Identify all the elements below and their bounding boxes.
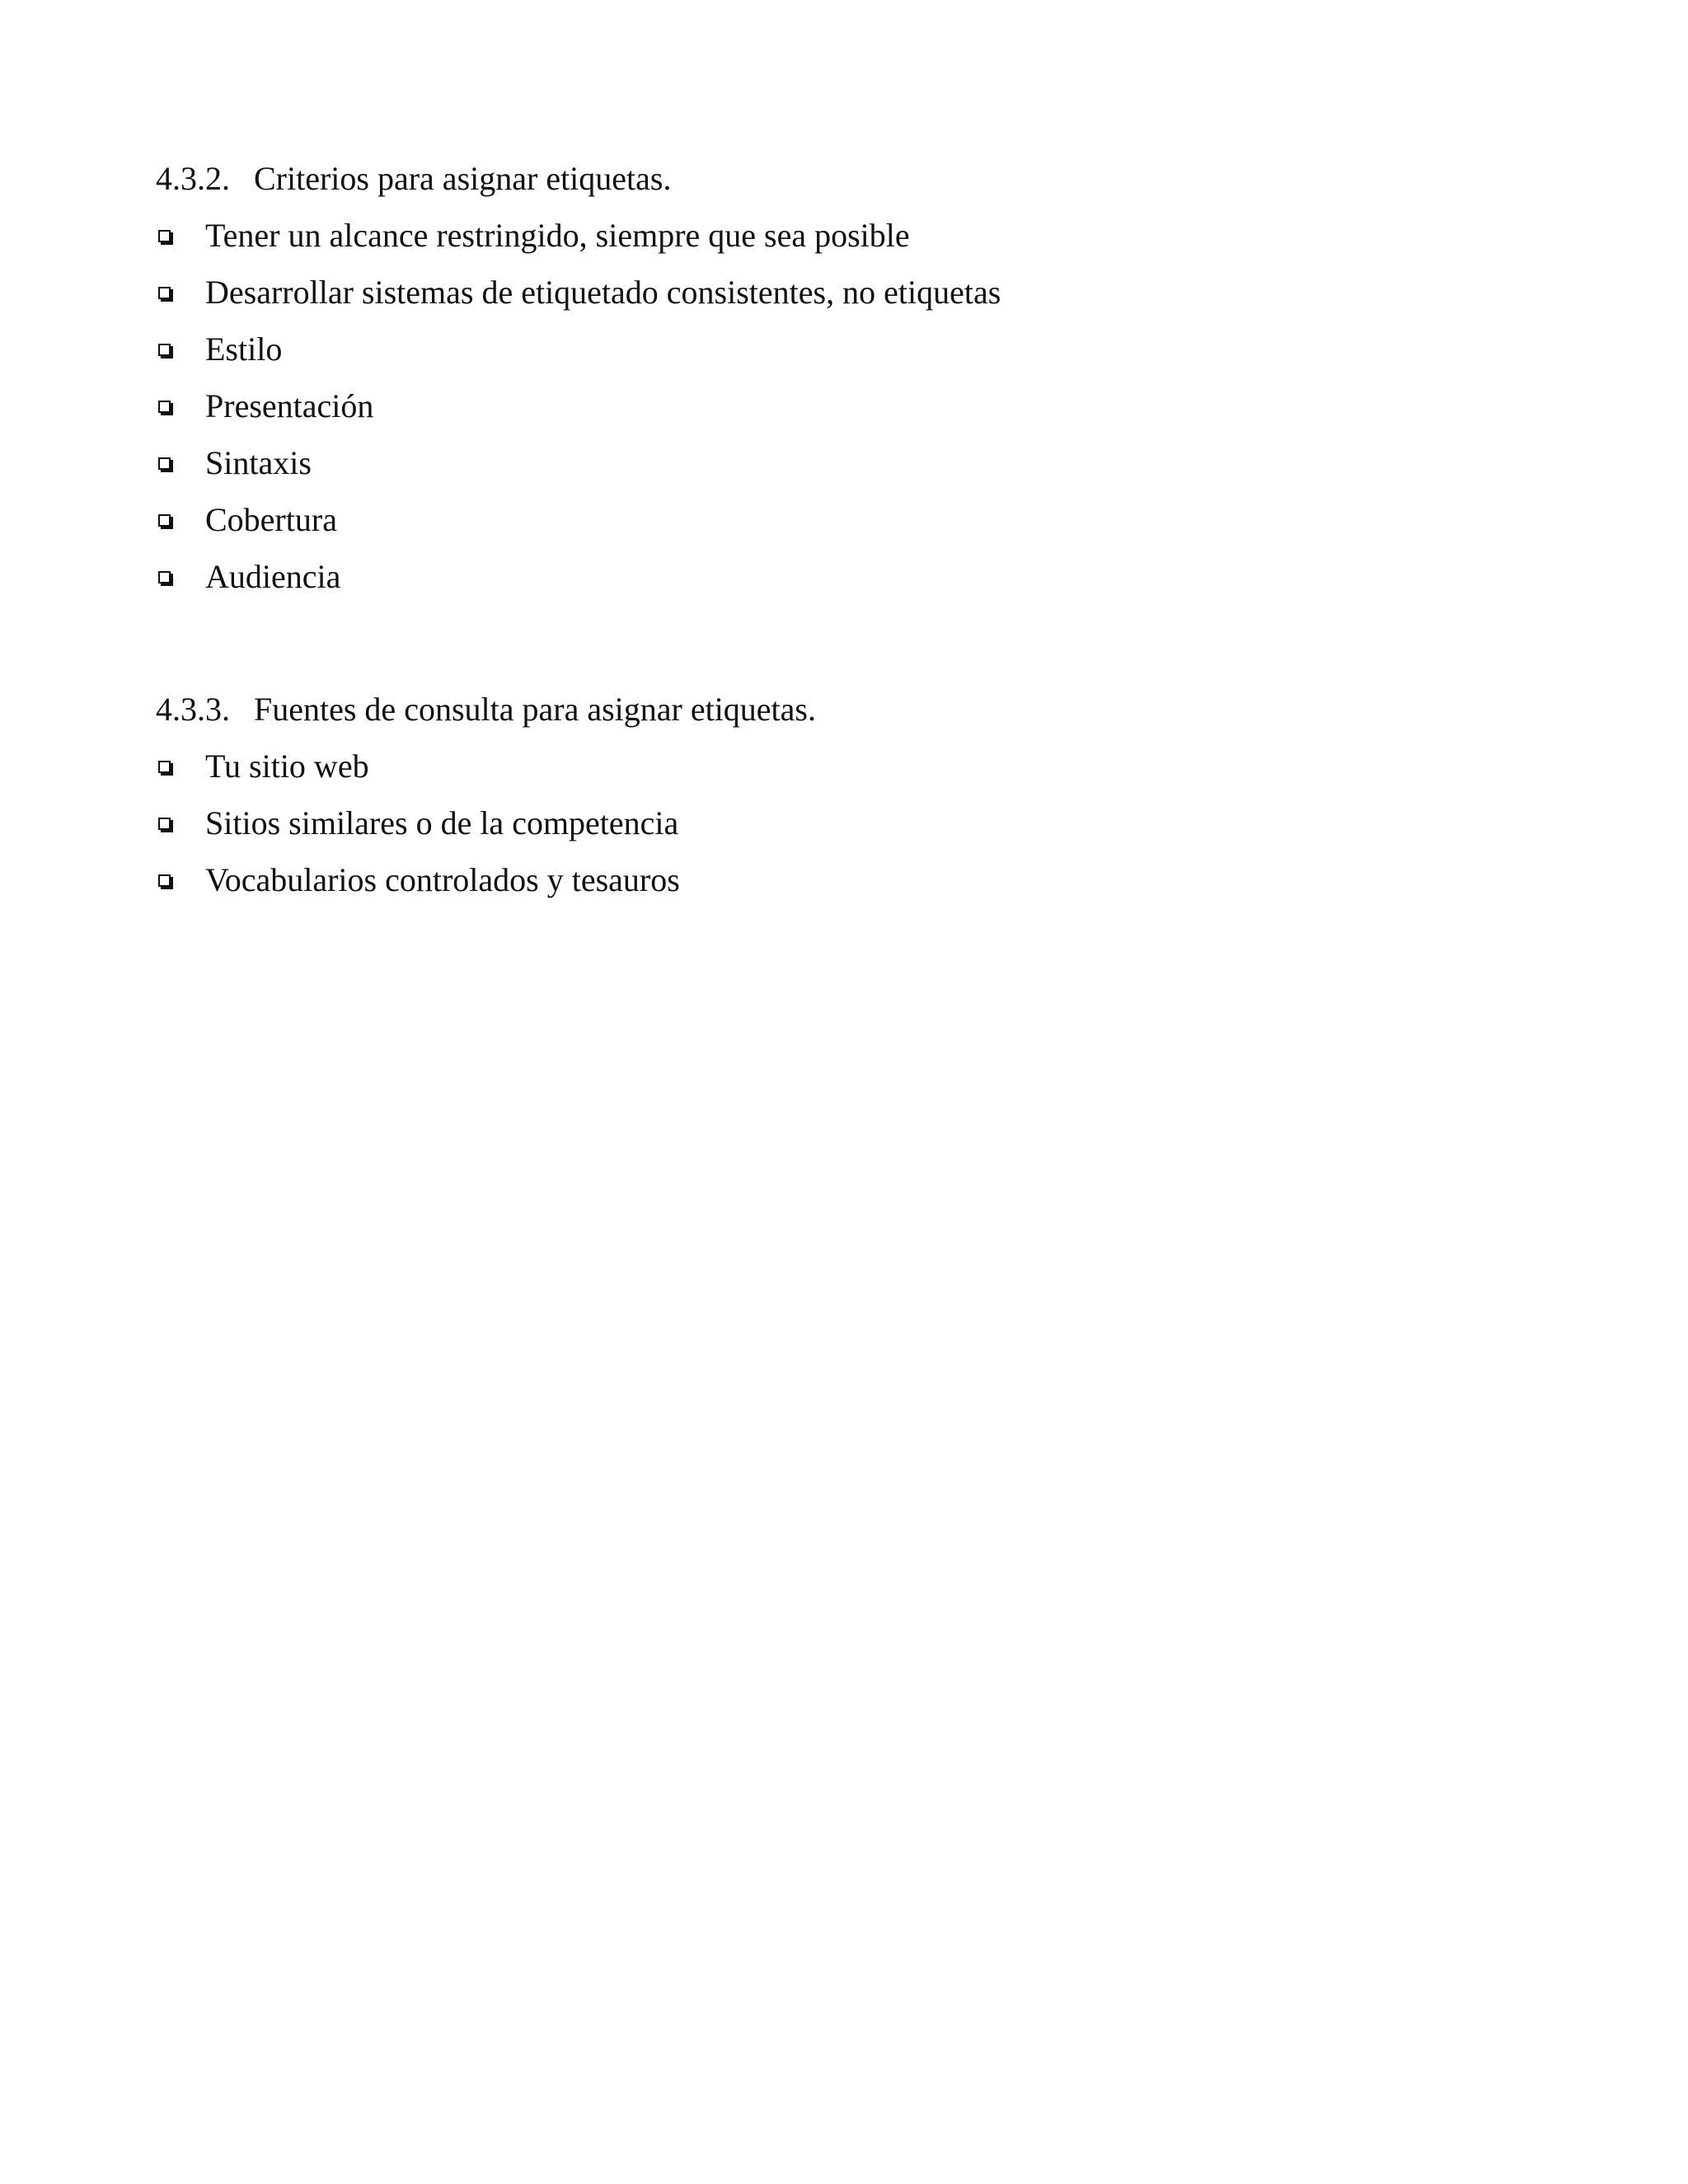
list-item [156, 548, 1557, 605]
section-fuentes [156, 681, 1557, 908]
checkbox-square-icon [156, 434, 205, 491]
list-item-text: Sintaxis [205, 444, 312, 481]
list-item [156, 738, 1557, 794]
section-heading [156, 150, 1557, 207]
list-item-text: Tu sitio web [205, 748, 369, 785]
list-item-text: Tener un alcance restringido, siempre que sea posible [205, 217, 910, 254]
checkbox-square-icon [156, 377, 205, 434]
checkbox-square-icon [156, 794, 205, 851]
section-title: Criterios para asignar etiquetas. [254, 160, 672, 197]
list-item [156, 377, 1557, 434]
list-item-text: Sitios similares o de la competencia [205, 804, 679, 841]
section-number: 4.3.2. [156, 160, 230, 197]
list-item [156, 794, 1557, 851]
checkbox-square-icon [156, 321, 205, 377]
list-item [156, 207, 1557, 264]
list-item-text: Cobertura [205, 501, 337, 538]
checkbox-square-icon [156, 851, 205, 908]
checkbox-square-icon [156, 264, 205, 321]
list-item-text: Desarrollar sistemas de etiquetado consistentes, no etiquetas [205, 274, 1001, 311]
checkbox-square-icon [156, 491, 205, 548]
bullet-list [156, 207, 1557, 605]
list-item-text: Vocabularios controlados y tesauros [205, 861, 680, 898]
section-title: Fuentes de consulta para asignar etiquetas. [254, 691, 816, 728]
section-heading [156, 681, 1557, 738]
list-item-text: Estilo [205, 330, 283, 368]
section-number: 4.3.3. [156, 691, 230, 728]
list-item-text: Presentación [205, 387, 374, 424]
list-item [156, 264, 1557, 321]
checkbox-square-icon [156, 738, 205, 794]
list-item [156, 851, 1557, 908]
list-item [156, 321, 1557, 377]
section-criterios [156, 150, 1557, 605]
list-item [156, 434, 1557, 491]
checkbox-square-icon [156, 548, 205, 605]
checkbox-square-icon [156, 207, 205, 264]
list-item [156, 491, 1557, 548]
list-item-text: Audiencia [205, 558, 341, 595]
bullet-list [156, 738, 1557, 908]
